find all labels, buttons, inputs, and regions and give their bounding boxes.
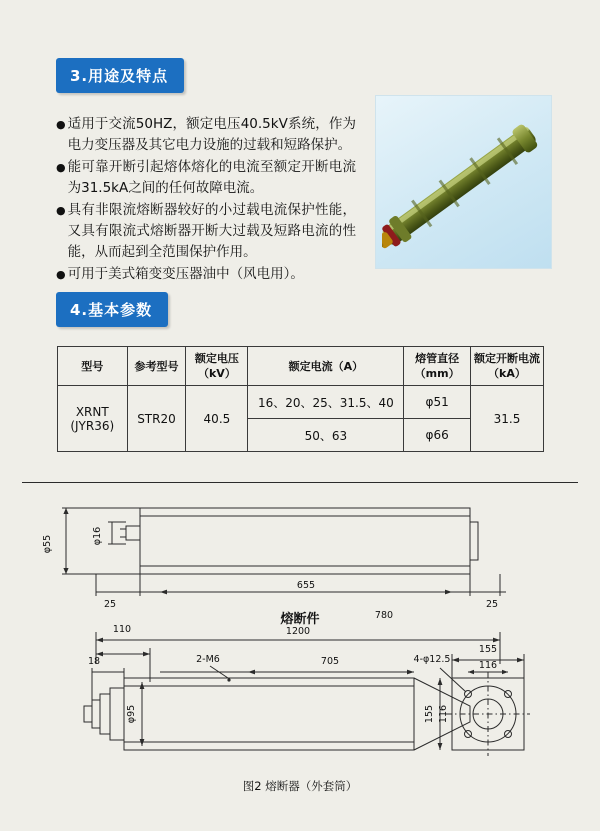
section-heading-params: 4.基本参数 [56,292,168,327]
label-left-gap: 25 [103,599,117,610]
th-model: 型号 [58,347,128,386]
th-rated-current: 额定电流（A） [248,347,404,386]
th-rated-voltage-line1: 额定电压 [194,352,239,365]
label-body-len-705: 705 [320,656,340,667]
th-rated-voltage [186,347,248,386]
label-right-gap: 25 [485,599,499,610]
label-flange-bolt-116: 116 [478,660,498,671]
list-item [56,114,356,156]
cell-rated-voltage: 40.5 [186,386,248,452]
label-flange-outer-155-v: 155 [424,704,435,724]
bullet-marker-icon: ● [56,204,66,217]
bullet-list [56,114,356,286]
th-tube-dia-line1: 熔管直径 [415,352,460,365]
list-item [56,157,356,199]
th-ref-model: 参考型号 [127,347,186,386]
table-header-row [58,347,544,386]
list-item [56,264,356,285]
drawing-caption-top: 熔断件 [280,612,320,627]
label-mark: 780 [374,610,394,621]
cell-current-1: 16、20、25、31.5、40 [248,386,404,419]
bullet-marker-icon: ● [56,161,66,174]
label-total-len-1200: 1200 [285,626,311,637]
label-flange-outer-155: 155 [478,644,498,655]
label-length-655: 655 [296,580,316,591]
label-flange-bolt-116-v: 116 [438,704,449,724]
label-hole-spec: 4-φ12.5 [413,654,451,665]
th-tube-dia [404,347,471,386]
table-body [58,386,544,452]
cell-model [58,386,128,452]
th-rated-voltage-line2: （kV） [197,367,236,380]
th-breaking-line1: 额定开断电流 [473,352,540,365]
label-body-dia-95: φ95 [126,704,137,724]
bullet-marker-icon: ● [56,118,66,131]
cell-tube-dia-2: φ66 [404,419,471,452]
cell-model-line2: (JYR36) [70,418,115,433]
product-photo [375,95,552,269]
label-thread-2m6: 2-M6 [196,654,220,665]
cell-breaking-current: 31.5 [470,386,543,452]
label-flange-len-110: 110 [112,624,132,635]
th-breaking-line2: （kA） [488,367,526,380]
label-top-dia: φ55 [42,534,53,554]
bullet-marker-icon: ● [56,268,66,281]
list-item-text: 适用于交流50HZ，额定电压40.5kV系统，作为电力变压器及其它电力设施的过载和短路保护。 [67,116,356,153]
table-header [58,347,544,386]
fuse-illustration [382,106,548,258]
list-item-text: 可用于美式箱变变压器油中（风电用）。 [67,266,304,282]
label-top-small-dia: φ16 [92,526,103,546]
cell-tube-dia-1: φ51 [404,386,471,419]
list-item-text: 具有非限流熔断器较好的小过载电流保护性能，又具有限流式熔断器开断大过载及短路电流的性能，从而起到全范围保护作用。 [67,202,356,260]
technical-drawings [0,482,600,831]
th-breaking-current [470,347,543,386]
drawing-caption-bottom: 图2 熔断器（外套筒） [242,779,358,793]
parameters-table [57,346,544,452]
th-tube-dia-line2: （mm） [414,367,460,380]
list-item [56,200,356,263]
section-heading-uses: 3.用途及特点 [56,58,184,93]
cell-current-2: 50、63 [248,419,404,452]
cell-ref-model: STR20 [127,386,186,452]
cell-model-line1: XRNT [75,404,109,419]
list-item-text: 能可靠开断引起熔体熔化的电流至额定开断电流为31.5kA之间的任何故障电流。 [67,159,356,196]
label-step-18: 18 [87,656,101,667]
table-row [58,386,544,419]
